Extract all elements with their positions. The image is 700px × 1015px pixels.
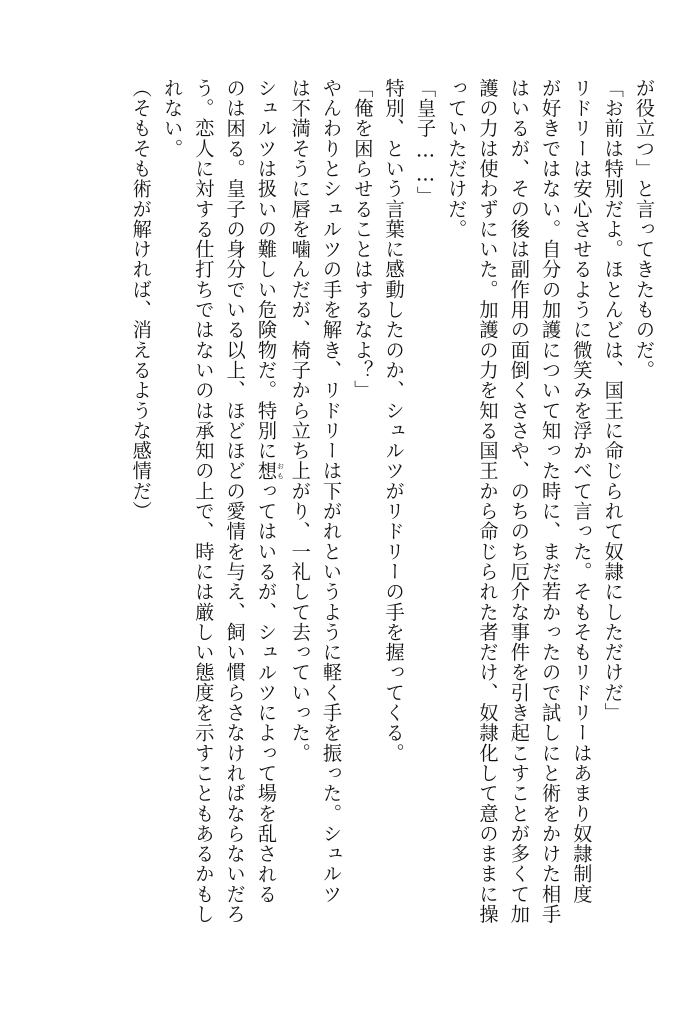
text-line-4: が好きではない。自分の加護について知った時に、まだ若かったので試しにと術をかけた相手 bbox=[539, 78, 563, 925]
ruby-base: 想 bbox=[254, 460, 278, 482]
vertical-text-body bbox=[125, 78, 660, 958]
text-line-13-before-ruby: シュルツは扱いの難しい危険物だ。特別に bbox=[254, 78, 278, 461]
text-line-5: はいるが、その後は副作用の面倒くささや、のちのち厄介な事件を引き起こすことが多くて加 bbox=[507, 78, 531, 925]
text-line-2: 「お前は特別だよ。ほとんどは、国王に命じられて奴隷にしただけだ」 bbox=[601, 78, 625, 723]
text-line-3: リドリーは安心させるように微笑みを浮かべて言った。そもそもリドリーはあまり奴隷制度 bbox=[570, 78, 594, 905]
text-line-16: れない。 bbox=[161, 78, 185, 159]
text-line-13-after-ruby: ってはいるが、シュルツによって場を乱される bbox=[254, 481, 278, 905]
ruby-reading: おも bbox=[276, 460, 285, 481]
text-line-6: 護の力は使わずにいた。加護の力を知る国王から命じられた者だけ、奴隷化して意のままに操 bbox=[476, 78, 500, 925]
text-line-14: のは困る。皇子の身分でいる以上、ほどほどの愛情を与え、飼い慣らさなければならないだろ bbox=[223, 78, 247, 925]
text-line-15: う。恋人に対する仕打ちではないのは承知の上で、時には厳しい態度を示すこともあるかもし bbox=[192, 78, 216, 925]
text-line-12: は不満そうに唇を噛んだが、椅子から立ち上がり、一礼して去っていった。 bbox=[288, 78, 312, 764]
text-line-7: っていただけだ。 bbox=[445, 78, 469, 240]
text-line-1: が役立つ」と言ってきたものだ。 bbox=[633, 78, 656, 381]
text-line-17: （そもそも術が解ければ、消えるような感情だ） bbox=[129, 78, 153, 522]
text-line-13 bbox=[251, 78, 285, 958]
text-line-11: やんわりとシュルツの手を解き、リドリーは下がれというように軽く手を振った。シュルツ bbox=[320, 78, 344, 905]
text-line-10: 「俺を困らせることはするなよ？」 bbox=[351, 78, 375, 401]
ruby-annotation bbox=[254, 460, 285, 482]
text-line-8: 「皇子……」 bbox=[413, 78, 437, 207]
text-line-9: 特別、という言葉に感動したのか、シュルツがリドリーの手を握ってくる。 bbox=[382, 78, 406, 764]
